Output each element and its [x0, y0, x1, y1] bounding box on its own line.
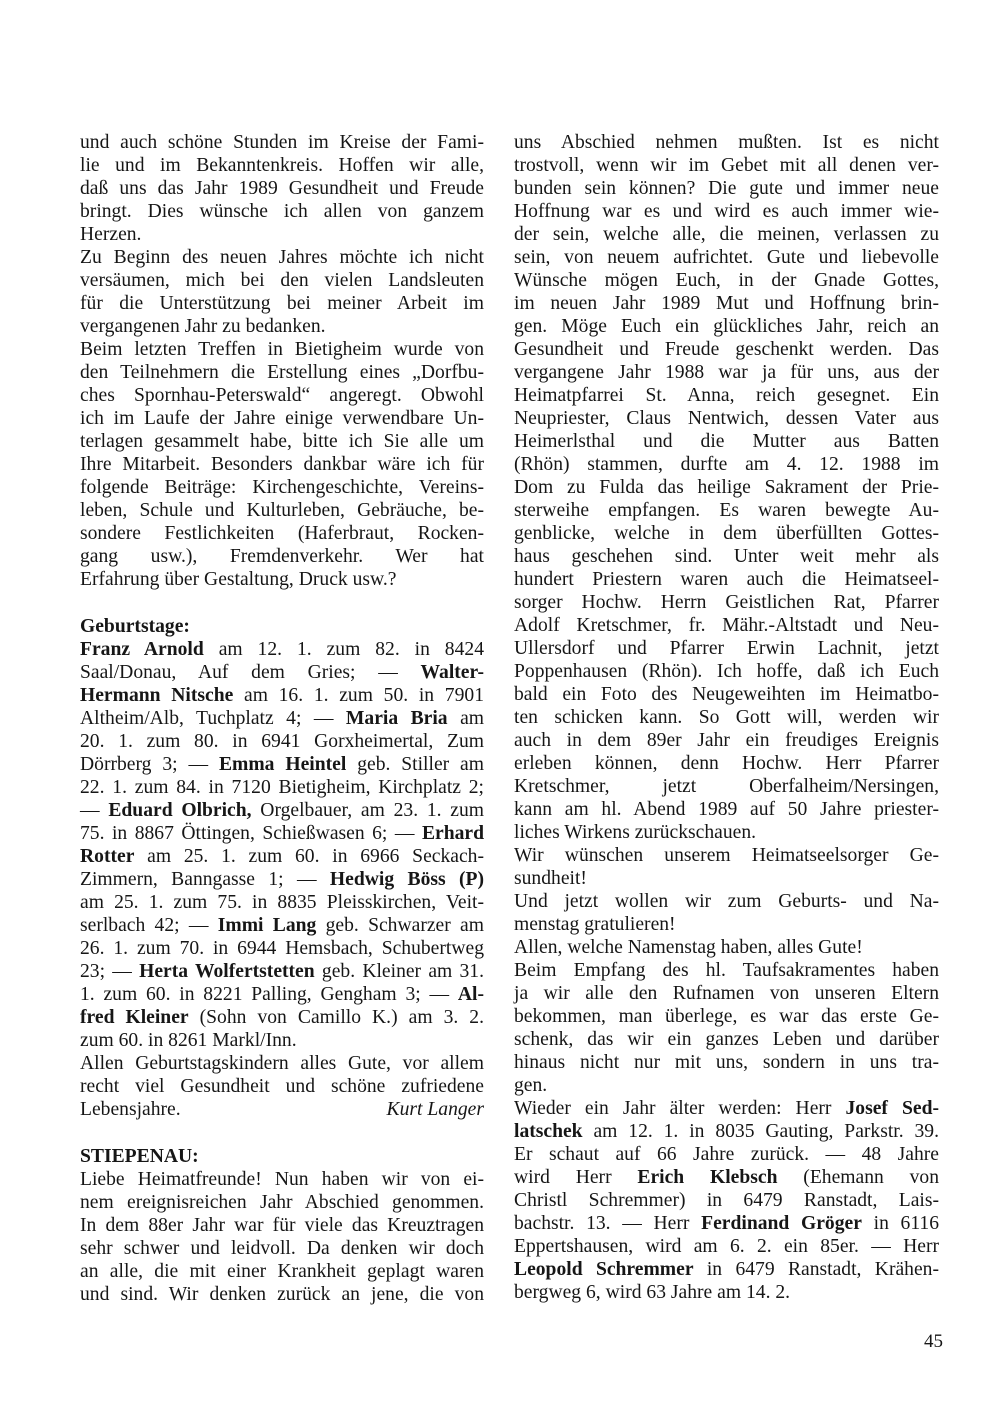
text-line	[80, 661, 484, 684]
text-segment: Ihre Mitarbeit. Besonders dankbar wäre ich für	[80, 454, 484, 475]
text-segment: kann am hl. Abend 1989 auf 50 Jahre priester-	[514, 799, 939, 820]
text-segment: hundert Priestern waren auch die Heimatseel-	[514, 569, 939, 590]
text-line	[80, 177, 484, 200]
text-line	[514, 1143, 939, 1166]
text-line	[80, 983, 484, 1006]
text-segment: Heimatpfarrei St. Anna, reich gesegnet. Ein	[514, 385, 939, 406]
bold-name: Ferdinand Gröger	[701, 1213, 862, 1234]
intro-text	[80, 131, 484, 591]
text-segment: an alle, die mit einer Krankheit geplagt waren	[80, 1261, 484, 1282]
text-line	[80, 131, 484, 154]
text-segment: 26. 1. zum 70. in 6944 Hemsbach, Schubertweg	[80, 938, 484, 959]
text-segment: Christl Schremmer) in 6479 Ranstadt, Lais-	[514, 1190, 939, 1211]
text-line	[514, 729, 939, 752]
text-segment: folgende Beiträge: Kirchengeschichte, Vereins-	[80, 477, 484, 498]
text-line	[514, 1281, 939, 1304]
text-line	[514, 1189, 939, 1212]
text-segment: ich im Laufe der Jahre einige verwendbare Un-	[80, 408, 484, 429]
stiepenau-heading: STIEPENAU:	[80, 1146, 199, 1167]
text-segment: sondere Festlichkeiten (Haferbraut, Rocken-	[80, 523, 484, 544]
text-segment: Beim letzten Treffen in Bietigheim wurde von	[80, 339, 484, 360]
bold-name: Emma Heintel	[218, 754, 347, 775]
text-segment: sundheit!	[514, 868, 587, 889]
birthdays-text	[80, 638, 484, 1121]
text-line	[514, 1005, 939, 1028]
page-number: 45	[924, 1331, 943, 1352]
text-segment: Lebensjahre.	[80, 1099, 181, 1120]
bold-name: Rotter	[80, 846, 135, 867]
text-line	[80, 1191, 484, 1214]
text-line	[514, 775, 939, 798]
right-column-text	[514, 131, 939, 1304]
text-segment: bekommen, man überlege, es war das erste Ge-	[514, 1006, 939, 1027]
text-line	[514, 453, 939, 476]
text-segment: Beim Empfang des hl. Taufsakramentes haben	[514, 960, 939, 981]
text-segment: leben, Schule und Kulturleben, Gebräuche, be-	[80, 500, 484, 521]
text-line	[514, 867, 939, 890]
text-segment: im neuen Jahr 1989 Mut und Hoffnung brin-	[514, 293, 939, 314]
text-segment: sterweihe empfangen. Es waren bewegte Au-	[514, 500, 939, 521]
text-line	[80, 246, 484, 269]
text-line	[514, 407, 939, 430]
text-segment: bald ein Foto des Neugeweihten im Heimatbo-	[514, 684, 939, 705]
text-line	[80, 384, 484, 407]
text-segment: vergangenen Jahr zu bedanken.	[80, 316, 326, 337]
text-segment: Neupriester, Claus Nentwich, dessen Vater aus	[514, 408, 939, 429]
text-line	[80, 453, 484, 476]
text-line	[514, 1212, 939, 1235]
text-segment: menstag gratulieren!	[514, 914, 676, 935]
text-line	[514, 292, 939, 315]
text-line	[514, 1051, 939, 1074]
text-segment: liches Wirkens zurückschauen.	[514, 822, 757, 843]
text-segment: ches Spornhau-Peterswald“ angeregt. Obwohl	[80, 385, 484, 406]
bold-name: latschek	[514, 1121, 583, 1142]
text-segment: Wir wünschen unserem Heimatseelsorger Ge-	[514, 845, 939, 866]
birthdays-heading: Geburtstage:	[80, 616, 190, 637]
text-segment: in 6116	[861, 1213, 940, 1234]
text-line	[514, 1097, 939, 1120]
text-line	[514, 522, 939, 545]
text-line	[80, 154, 484, 177]
text-line	[514, 476, 939, 499]
text-line	[80, 200, 484, 223]
text-segment: der sein, welche alle, die meinen, verlassen zu	[514, 224, 939, 245]
bold-name: Maria Bria	[345, 708, 448, 729]
text-line	[514, 246, 939, 269]
bold-name: Leopold Schremmer	[514, 1259, 694, 1280]
text-segment: Zimmern, Banngasse 1; —	[80, 869, 330, 890]
text-segment: sorger Hochw. Herrn Geistlichen Rat, Pfarrer	[514, 592, 939, 613]
text-line	[80, 776, 484, 799]
text-line	[80, 315, 484, 338]
text-segment: für die Unterstützung bei meiner Arbeit im	[80, 293, 484, 314]
text-segment: Herzen.	[80, 224, 142, 245]
right-column	[514, 131, 939, 1304]
text-segment: Heimerlsthal und die Mutter aus Batten	[514, 431, 939, 452]
text-line	[80, 223, 484, 246]
bold-name: Josef Sed-	[845, 1098, 939, 1119]
text-segment: uns Abschied nehmen mußten. Ist es nicht	[514, 132, 939, 153]
text-segment: erleben können, denn Hochw. Herr Pfarrer	[514, 753, 939, 774]
text-segment: terlagen gesammelt habe, bitte ich Sie alle um	[80, 431, 484, 452]
text-line	[514, 131, 939, 154]
text-segment: bachstr. 13. — Herr	[514, 1213, 702, 1234]
text-line	[514, 499, 939, 522]
text-segment: Wieder ein Jahr älter werden: Herr	[514, 1098, 846, 1119]
text-segment: 22. 1. zum 84. in 7120 Bietigheim, Kirchplatz 2;	[80, 777, 484, 798]
text-line	[80, 1098, 484, 1121]
bold-name: Erich Klebsch	[637, 1167, 778, 1188]
text-line	[514, 844, 939, 867]
text-segment: Zu Beginn des neuen Jahres möchte ich nicht	[80, 247, 484, 268]
text-line	[514, 1235, 939, 1258]
text-line	[514, 660, 939, 683]
text-line	[514, 269, 939, 292]
text-line	[80, 684, 484, 707]
text-segment: sehr schwer und leidvoll. Da denken wir doch	[80, 1238, 484, 1259]
text-line	[514, 338, 939, 361]
text-line	[80, 799, 484, 822]
text-line	[514, 936, 939, 959]
text-segment: daß uns das Jahr 1989 Gesundheit und Freude	[80, 178, 484, 199]
text-segment: geb. Stiller am	[346, 754, 484, 775]
text-line	[80, 361, 484, 384]
text-line	[80, 545, 484, 568]
text-segment: genblicke, welche in dem überfüllten Gottes-	[514, 523, 939, 544]
text-segment: am 16. 1. zum 50. in 7901	[233, 685, 484, 706]
text-line	[514, 154, 939, 177]
text-segment: 20. 1. zum 80. in 6941 Gorxheimertal, Zum	[80, 731, 484, 752]
bold-name: Hedwig Böss (P)	[329, 869, 484, 890]
bold-name: Immi Lang	[217, 915, 317, 936]
bold-name: Hermann Nitsche	[80, 685, 234, 706]
text-segment: trostvoll, wenn wir im Gebet mit all denen ver-	[514, 155, 939, 176]
text-line	[514, 752, 939, 775]
text-segment: am 12. 1. zum 82. in 8424	[203, 639, 484, 660]
text-segment: serlbach 42; —	[80, 915, 218, 936]
text-line	[80, 1168, 484, 1191]
text-line	[80, 1283, 484, 1306]
text-line	[514, 177, 939, 200]
text-segment: Wünsche mögen Euch, in der Gnade Gottes,	[514, 270, 939, 291]
text-line	[80, 522, 484, 545]
text-segment: 23; —	[80, 961, 140, 982]
text-line	[80, 430, 484, 453]
text-segment: den Teilnehmern die Erstellung eines „Dorfbu-	[80, 362, 484, 383]
text-segment: sein, von neuem aufrichtet. Gute und liebevolle	[514, 247, 939, 268]
text-line	[514, 1120, 939, 1143]
text-segment: —	[80, 800, 109, 821]
text-line	[514, 1028, 939, 1051]
text-line	[514, 821, 939, 844]
text-segment: Saal/Donau, Auf dem Gries; —	[80, 662, 421, 683]
text-line	[80, 914, 484, 937]
text-segment: am 25. 1. zum 60. in 6966 Seckach-	[134, 846, 484, 867]
bold-name: Franz Arnold	[80, 639, 204, 660]
text-segment: bringt. Dies wünsche ich allen von ganzem	[80, 201, 484, 222]
text-segment: nem ereignisreichen Jahr Abschied genommen.	[80, 1192, 484, 1213]
text-segment: lie und im Bekanntenkreis. Hoffen wir alle,	[80, 155, 484, 176]
text-segment: Poppenhausen (Rhön). Ich hoffe, daß ich Euch	[514, 661, 939, 682]
text-line	[80, 269, 484, 292]
text-segment: Eppertshausen, wird am 6. 2. ein 85er. — Herr	[514, 1236, 939, 1257]
text-segment: Altheim/Alb, Tuchplatz 4; —	[80, 708, 346, 729]
text-segment: am 12. 1. in 8035 Gauting, Parkstr. 39.	[582, 1121, 939, 1142]
text-line	[80, 707, 484, 730]
text-line	[514, 1166, 939, 1189]
text-line	[80, 822, 484, 845]
text-line	[80, 407, 484, 430]
text-segment: ten schicken kann. So Gott will, werden wir	[514, 707, 939, 728]
bold-name: Erhard	[421, 823, 484, 844]
text-line	[514, 430, 939, 453]
text-line	[514, 545, 939, 568]
text-line	[514, 798, 939, 821]
text-segment: zum 60. in 8261 Markl/Inn.	[80, 1030, 297, 1051]
text-segment: Hoffnung war es und wird es auch immer wie-	[514, 201, 939, 222]
text-line	[514, 1074, 939, 1097]
text-line	[80, 868, 484, 891]
text-line	[80, 937, 484, 960]
text-segment: recht viel Gesundheit und schöne zufriedene	[80, 1076, 484, 1097]
text-segment: geb. Kleiner am 31.	[314, 961, 484, 982]
text-segment: In dem 88er Jahr war für viele das Kreuztragen	[80, 1215, 484, 1236]
text-line	[514, 315, 939, 338]
text-segment: versäumen, mich bei den vielen Landsleuten	[80, 270, 484, 291]
text-segment: gen.	[514, 1075, 548, 1096]
text-line	[514, 591, 939, 614]
text-line	[514, 959, 939, 982]
text-line	[80, 730, 484, 753]
text-segment: bunden sein können? Die gute und immer neue	[514, 178, 939, 199]
text-line	[80, 476, 484, 499]
text-line	[80, 568, 484, 591]
text-segment: hinaus nicht nur mit uns, sondern in uns tra-	[514, 1052, 939, 1073]
text-segment: schenk, das wir ein ganzes Leben und darüber	[514, 1029, 939, 1050]
text-segment: Gesundheit und Freude geschenkt werden. Das	[514, 339, 939, 360]
text-segment: und auch schöne Stunden im Kreise der Fami-	[80, 132, 484, 153]
text-segment: (Sohn von Camillo K.) am 3. 2.	[188, 1007, 484, 1028]
text-segment: Erfahrung über Gestaltung, Druck usw.?	[80, 569, 397, 590]
text-line	[80, 1260, 484, 1283]
author-signature: Kurt Langer	[386, 1099, 484, 1120]
text-line	[514, 890, 939, 913]
text-line	[80, 638, 484, 661]
text-segment: Adolf Kretschmer, fr. Mähr.-Altstadt und Neu-	[514, 615, 939, 636]
text-line	[514, 683, 939, 706]
text-line	[80, 1029, 484, 1052]
text-segment: (Rhön) stammen, durfte am 4. 12. 1988 im	[514, 454, 939, 475]
text-line	[80, 1052, 484, 1075]
text-line	[514, 637, 939, 660]
text-line	[514, 568, 939, 591]
text-segment: ja wir alle den Rufnamen von unseren Eltern	[514, 983, 939, 1004]
text-line	[514, 706, 939, 729]
text-line	[80, 1006, 484, 1029]
text-segment: gen. Möge Euch ein glückliches Jahr, reich an	[514, 316, 939, 337]
text-segment: haus geschehen sind. Unter weit mehr als	[514, 546, 939, 567]
text-segment: (Ehemann von	[777, 1167, 939, 1188]
text-segment: Dom zu Fulda das heilige Sakrament der Prie-	[514, 477, 939, 498]
text-line	[80, 292, 484, 315]
text-segment: Allen Geburtstagskindern alles Gute, vor allem	[80, 1053, 484, 1074]
text-line	[514, 384, 939, 407]
bold-name: Herta Wolfertstetten	[139, 961, 315, 982]
text-segment: bergweg 6, wird 63 Jahre am 14. 2.	[514, 1282, 791, 1303]
text-segment: Und jetzt wollen wir zum Geburts- und Na-	[514, 891, 939, 912]
text-line	[80, 1075, 484, 1098]
text-segment: Allen, welche Namenstag haben, alles Gute!	[514, 937, 863, 958]
text-segment: 75. in 8867 Öttingen, Schießwasen 6; —	[80, 823, 422, 844]
text-line	[80, 891, 484, 914]
bold-name: Al-	[457, 984, 484, 1005]
text-segment: gang usw.), Fremdenverkehr. Wer hat	[80, 546, 484, 567]
text-line	[514, 982, 939, 1005]
stiepenau-text	[80, 1168, 484, 1306]
text-line	[80, 1237, 484, 1260]
bold-name: Walter-	[420, 662, 484, 683]
text-segment: 1. zum 60. in 8221 Palling, Gengham 3; —	[80, 984, 458, 1005]
text-line	[514, 913, 939, 936]
text-line	[514, 361, 939, 384]
left-column	[80, 131, 484, 1306]
text-line	[80, 1214, 484, 1237]
text-segment: Liebe Heimatfreunde! Nun haben wir von ei-	[80, 1169, 484, 1190]
text-segment: Orgelbauer, am 23. 1. zum	[251, 800, 484, 821]
text-line	[514, 223, 939, 246]
text-line	[80, 960, 484, 983]
text-segment: geb. Schwarzer am	[316, 915, 484, 936]
text-line	[80, 499, 484, 522]
text-line	[80, 753, 484, 776]
bold-name: fred Kleiner	[80, 1007, 189, 1028]
text-segment: Er schaut auf 66 Jahre zurück. — 48 Jahre	[514, 1144, 939, 1165]
text-line	[514, 1258, 939, 1281]
text-segment: am	[447, 708, 485, 729]
text-segment: Dörrberg 3; —	[80, 754, 219, 775]
bold-name: Eduard Olbrich,	[108, 800, 252, 821]
text-segment: und sind. Wir denken zurück an jene, die von	[80, 1284, 484, 1305]
text-segment: wird Herr	[514, 1167, 638, 1188]
text-segment: auch in dem 89er Jahr ein freudiges Ereignis	[514, 730, 939, 751]
text-segment: am 25. 1. zum 75. in 8835 Pleisskirchen, Veit-	[80, 892, 484, 913]
text-segment: Ullersdorf und Pfarrer Erwin Lachnit, jetzt	[514, 638, 939, 659]
text-line	[80, 338, 484, 361]
text-line	[514, 614, 939, 637]
text-segment: Kretschmer, jetzt Oberfalheim/Nersingen,	[514, 776, 939, 797]
text-line	[80, 845, 484, 868]
text-line	[514, 200, 939, 223]
text-segment: vergangene Jahr 1988 war ja für uns, aus der	[514, 362, 939, 383]
text-segment: in 6479 Ranstadt, Krähen-	[693, 1259, 939, 1280]
